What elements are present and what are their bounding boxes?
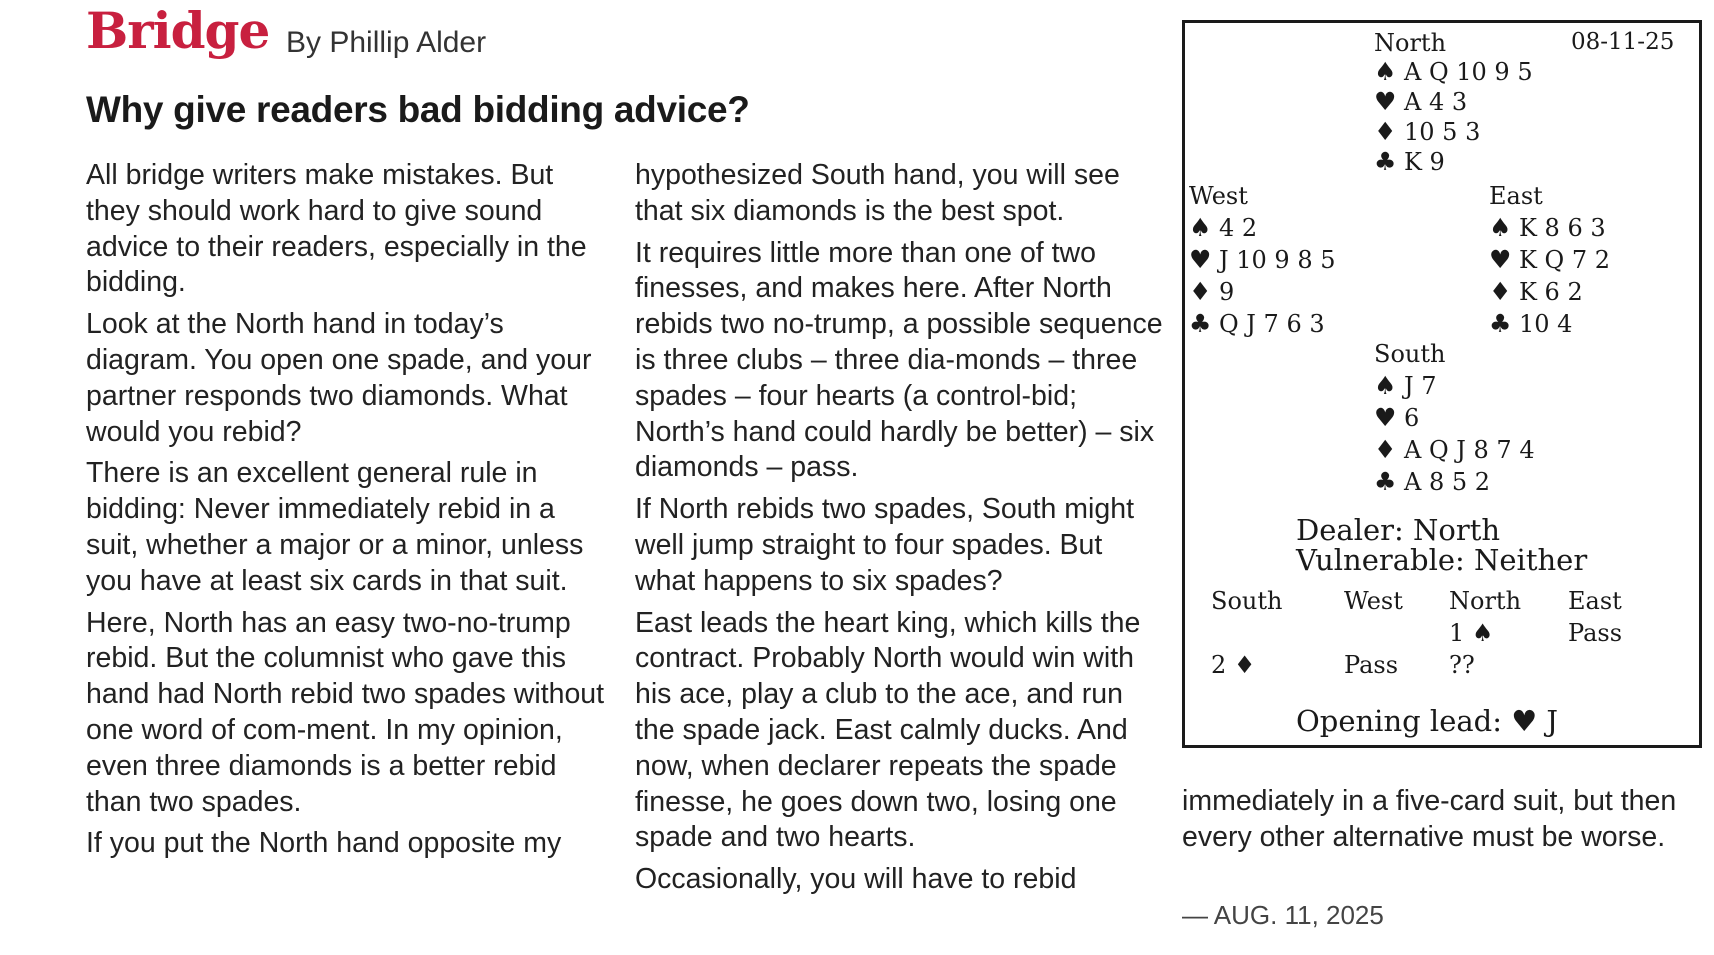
- east-diamonds: [1489, 279, 1583, 304]
- card-holding: J 10 9 8 5: [1219, 246, 1336, 274]
- south-label: South: [1374, 340, 1446, 368]
- south-hearts: [1374, 405, 1419, 430]
- article-column-3: [1182, 784, 1692, 862]
- spade-icon: ♠: [1471, 619, 1494, 647]
- paragraph: It requires little more than one of two finesses, and makes here. After North rebids two no-trump, a possible sequence is three clubs – three dia-monds – three spades – four hearts (a control-bid; North’s hand could hardly be better) – six diamonds – pass.: [635, 236, 1163, 484]
- bridge-diagram: [1182, 20, 1702, 748]
- east-clubs: [1489, 311, 1572, 336]
- card-holding: K Q 7 2: [1519, 246, 1611, 274]
- card-holding: 9: [1219, 278, 1235, 306]
- paragraph: If you put the North hand opposite my: [86, 827, 562, 860]
- spade-icon: ♠: [1374, 371, 1397, 400]
- auction-header-south: South: [1211, 587, 1283, 615]
- auction-bid-south-2: [1211, 653, 1255, 677]
- paragraph: East leads the heart king, which kills the contract. Probably North would win with his ace, play a club to the ace, and run the spade jack. East calmly ducks. And now, when declarer repeats the spade finesse, he goes down two, losing one spade and two hearts.: [635, 606, 1141, 854]
- east-hearts: [1489, 247, 1610, 272]
- paragraph: immediately in a five-card suit, but then every other alternative must be worse.: [1182, 785, 1677, 853]
- paragraph: All bridge writers make mistakes. But they should work hard to give sound advice to their readers, especially in the bidding.: [86, 159, 587, 299]
- north-spades: [1374, 59, 1533, 84]
- spade-icon: ♠: [1374, 57, 1397, 86]
- paragraph: Occasionally, you will have to rebid: [635, 863, 1077, 896]
- south-spades: [1374, 373, 1437, 398]
- paragraph: Here, North has an easy two-no-trump rebid. But the columnist who gave this hand had North rebid two spades without one word of com-ment. In my opinion, even three diamonds is a better rebid than two spades.: [86, 606, 605, 818]
- heart-icon: ♥: [1511, 704, 1538, 738]
- opening-lead-label: Opening lead:: [1296, 704, 1502, 738]
- diamond-icon: ♦: [1233, 651, 1256, 679]
- card-holding: K 8 6 3: [1519, 214, 1606, 242]
- card-holding: 6: [1404, 404, 1420, 432]
- article-column-1: [86, 158, 606, 868]
- card-holding: A Q 10 9 5: [1404, 58, 1533, 86]
- club-icon: ♣: [1489, 309, 1512, 338]
- card-holding: 4 2: [1219, 214, 1258, 242]
- spade-icon: ♠: [1189, 213, 1212, 242]
- card-holding: 10 5 3: [1404, 118, 1481, 146]
- north-clubs: [1374, 149, 1445, 174]
- club-icon: ♣: [1374, 147, 1397, 176]
- west-diamonds: [1189, 279, 1234, 304]
- byline: By Phillip Alder: [286, 26, 487, 59]
- card-holding: A 8 5 2: [1404, 468, 1491, 496]
- west-spades: [1189, 215, 1257, 240]
- card-holding: Q J 7 6 3: [1219, 310, 1325, 338]
- dateline: — AUG. 11, 2025: [1182, 900, 1384, 930]
- west-label: West: [1189, 182, 1248, 210]
- paragraph: hypothesized South hand, you will see that six diamonds is the best spot.: [635, 159, 1120, 227]
- paragraph: If North rebids two spades, South might well jump straight to four spades. But what happens to six spades?: [635, 493, 1135, 597]
- south-diamonds: [1374, 437, 1535, 462]
- card-holding: A Q J 8 7 4: [1404, 436, 1535, 464]
- opening-lead: [1296, 704, 1559, 738]
- paragraph: There is an excellent general rule in bidding: Never immediately rebid in a suit, whether a major or a minor, unless you have at least six cards in that suit.: [86, 457, 584, 597]
- auction-bid-west-2: Pass: [1344, 651, 1399, 679]
- opening-lead-card: J: [1546, 704, 1559, 738]
- heart-icon: ♥: [1189, 245, 1212, 274]
- card-holding: K 6 2: [1519, 278, 1583, 306]
- auction-header-north: North: [1449, 587, 1522, 615]
- west-hearts: [1189, 247, 1335, 272]
- bid-level: 1: [1449, 619, 1465, 647]
- headline: Why give readers bad bidding advice?: [86, 89, 750, 130]
- north-hearts: [1374, 89, 1467, 114]
- club-icon: ♣: [1189, 309, 1212, 338]
- auction-bid-north-2: ??: [1449, 651, 1475, 679]
- diamond-icon: ♦: [1374, 117, 1397, 146]
- east-spades: [1489, 215, 1606, 240]
- diamond-icon: ♦: [1189, 277, 1212, 306]
- spade-icon: ♠: [1489, 213, 1512, 242]
- column-logo: Bridge: [86, 1, 270, 60]
- heart-icon: ♥: [1489, 245, 1512, 274]
- west-clubs: [1189, 311, 1325, 336]
- vulnerable-text: Vulnerable: Neither: [1296, 543, 1588, 577]
- club-icon: ♣: [1374, 467, 1397, 496]
- heart-icon: ♥: [1374, 403, 1397, 432]
- north-label: North: [1374, 29, 1447, 57]
- card-holding: J 7: [1404, 372, 1437, 400]
- card-holding: A 4 3: [1404, 88, 1468, 116]
- east-label: East: [1489, 182, 1543, 210]
- paragraph: Look at the North hand in today’s diagram. You open one spade, and your partner responds two diamonds. What would you rebid?: [86, 308, 592, 448]
- heart-icon: ♥: [1374, 87, 1397, 116]
- card-holding: 10 4: [1519, 310, 1573, 338]
- diamond-icon: ♦: [1489, 277, 1512, 306]
- auction-header-west: West: [1344, 587, 1403, 615]
- diamond-icon: ♦: [1374, 435, 1397, 464]
- card-holding: K 9: [1404, 148, 1445, 176]
- auction-bid-east-1: Pass: [1568, 619, 1623, 647]
- auction-header-east: East: [1568, 587, 1622, 615]
- diagram-date: 08-11-25: [1571, 29, 1675, 55]
- article-column-2: [635, 158, 1165, 904]
- dealer-text: Dealer: North: [1296, 513, 1501, 547]
- auction-bid-north-1: [1449, 621, 1493, 645]
- north-diamonds: [1374, 119, 1480, 144]
- south-clubs: [1374, 469, 1490, 494]
- bid-level: 2: [1211, 651, 1227, 679]
